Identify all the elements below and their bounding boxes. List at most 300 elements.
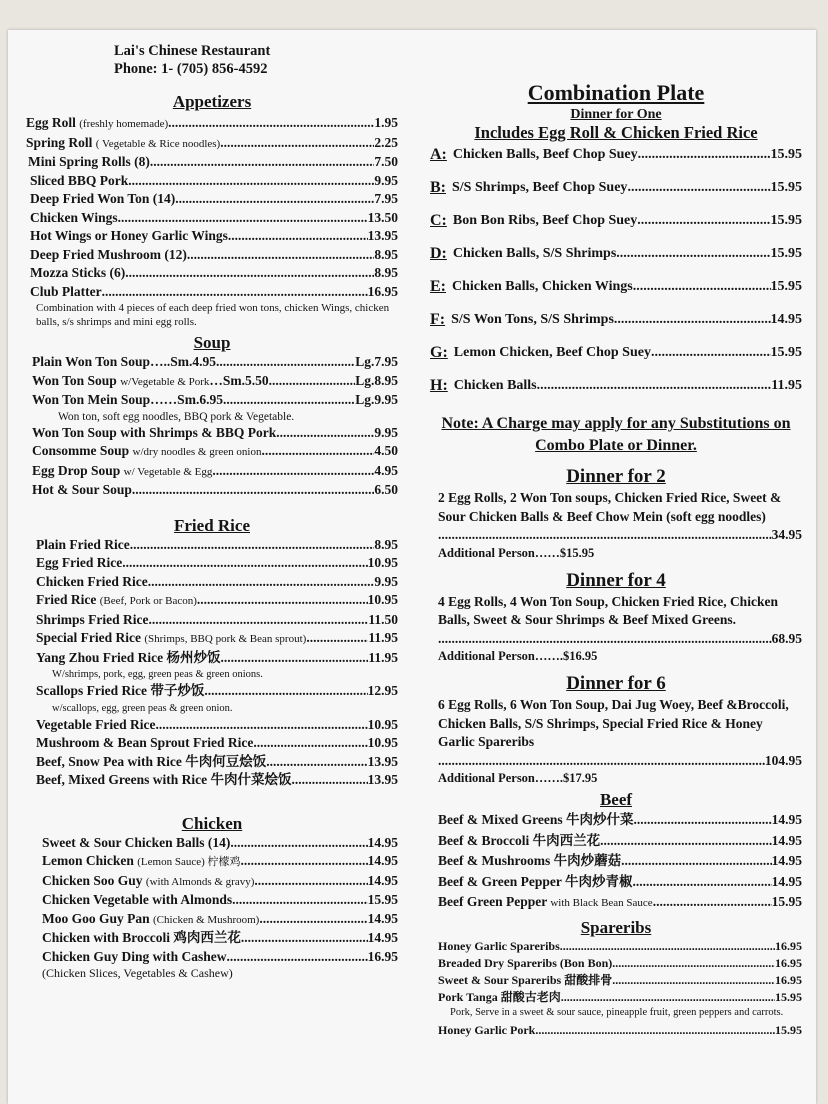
dot-leader (600, 831, 772, 852)
menu-item (438, 872, 802, 893)
dot-leader (633, 810, 771, 831)
combo-letter: G: (430, 344, 448, 361)
dot-leader (638, 146, 771, 164)
menu-item-price: 9.95 (374, 424, 398, 440)
menu-item-name (32, 481, 132, 500)
combo-item (430, 377, 802, 395)
menu-item-price: 15.95 (367, 892, 398, 907)
menu-item (36, 734, 398, 753)
combination-subtitle: Dinner for One (570, 107, 662, 122)
dinner-text: 4 Egg Rolls, 4 Won Ton Soup, Chicken Fried Rice, Chicken Balls, Sweet & Sour Shrimps & Beef Mixed Greens. (438, 593, 778, 627)
dot-leader (118, 209, 368, 228)
menu-item-price: 8.95 (374, 265, 398, 280)
menu-item-note: w/Vegetable & Pork (120, 375, 210, 388)
menu-item-label: Spring Roll (26, 134, 93, 150)
menu-item-name (36, 716, 155, 735)
spareribs-title: Spareribs (580, 917, 652, 937)
sparerib-name: Pork Tanga 甜酸古老肉 (438, 989, 561, 1004)
dot-leader (216, 353, 355, 372)
item-description: W/shrimps, pork, egg, green peas & green onions. (52, 669, 263, 680)
dot-leader (266, 753, 367, 772)
menu-item (30, 209, 398, 228)
combination-includes: Includes Egg Roll & Chicken Fried Rice (474, 123, 758, 142)
menu-item-label: Won Ton Soup (32, 372, 117, 388)
dinner-price: 34.95 (771, 527, 802, 542)
combo-price: 15.95 (770, 180, 802, 195)
menu-item-name (438, 851, 621, 872)
menu-item-label: Special Fried Rice (36, 630, 141, 645)
dinner-title: Dinner for 2 (566, 466, 666, 487)
club-platter-desc: Combination with 4 pieces of each deep fried won tons, chicken Wings, chicken balls, s/s shrimps and mini egg rolls. (36, 302, 390, 328)
menu-item-price: 14.95 (367, 872, 398, 888)
menu-item (26, 114, 398, 134)
combo-price: 15.95 (770, 147, 802, 162)
menu-item-name (36, 554, 122, 573)
menu-item-label: Plain Fried Rice (36, 536, 130, 552)
menu-item-label: Beef, Mixed Greens with Rice 牛肉什菜烩饭 (36, 772, 292, 787)
combo-name: Lemon Chicken, Beef Chop Suey (453, 345, 651, 360)
menu-item-note: ( Vegetable & Rice noodles) (95, 137, 221, 150)
dinner-block (430, 465, 802, 561)
dot-leader (128, 172, 374, 191)
menu-item-price: Lg.8.95 (355, 372, 398, 388)
menu-item-name (36, 629, 306, 649)
dot-leader (633, 278, 771, 296)
dot-leader (175, 190, 374, 209)
menu-item-price: Lg.7.95 (355, 354, 398, 369)
menu-item-label: Yang Zhou Fried Rice 杨州炒饭 (36, 649, 221, 665)
menu-item-label: Plain Won Ton Soup…..Sm.4.95 (32, 354, 216, 369)
combo-price: 11.95 (771, 378, 802, 393)
menu-item-label: Beef, Snow Pea with Rice 牛肉何豆烩饭 (36, 753, 267, 769)
menu-item-label: Chicken with Broccoli 鸡肉西兰花 (42, 930, 241, 945)
dot-leader (535, 1022, 775, 1039)
menu-item-note: (freshly homemade) (79, 118, 169, 130)
dinner-title: Dinner for 4 (566, 569, 666, 591)
dot-leader (204, 682, 367, 701)
dot-leader (254, 872, 367, 892)
dinner-desc (438, 593, 802, 649)
restaurant-name: Lai's Chinese Restaurant (114, 43, 271, 59)
menu-item (30, 283, 398, 302)
combo-letter: B: (430, 179, 446, 196)
item-description: w/scallops, egg, green peas & green onion. (52, 702, 233, 714)
menu-item (42, 929, 398, 948)
menu-item-price: 14.95 (367, 834, 398, 850)
soup-title: Soup (193, 333, 231, 352)
menu-item-name (32, 391, 223, 410)
dinner-desc (438, 489, 802, 545)
dot-leader (438, 526, 772, 545)
dot-leader (223, 391, 355, 410)
menu-item-label: Won Ton Mein Soup……Sm.6.95 (32, 392, 223, 407)
combo-name: Chicken Balls, Chicken Wings (452, 279, 633, 294)
menu-item-name (32, 353, 216, 372)
menu-item-name (30, 246, 187, 265)
menu-item-price: 14.95 (771, 832, 802, 848)
menu-item-label: Scallops Fried Rice 带子炒饭 (36, 683, 205, 698)
menu-item-name (30, 209, 118, 228)
menu-item-name (30, 172, 128, 191)
menu-item-price: 12.95 (367, 683, 398, 698)
menu-item (42, 872, 398, 892)
menu-item-price: 15.95 (771, 894, 802, 909)
combo-price: 14.95 (770, 312, 802, 327)
combo-letter: E: (430, 278, 446, 295)
menu-item-name (36, 771, 291, 790)
menu-item-label: Chicken Guy Ding with Cashew (42, 948, 227, 964)
dot-leader (616, 245, 770, 263)
combo-name: Chicken Balls (453, 378, 537, 393)
menu-item-label: Sliced BBQ Pork (30, 172, 129, 188)
left-column (26, 42, 398, 980)
menu-item-price: Lg.9.95 (355, 392, 398, 407)
dinner-block (430, 672, 802, 786)
menu-item-label: Beef & Green Pepper 牛肉炒青椒 (438, 873, 633, 889)
combo-item (430, 212, 802, 230)
menu-item-name (438, 892, 653, 914)
combo-price: 15.95 (770, 345, 802, 360)
dot-leader (291, 771, 367, 790)
dinner-title: Dinner for 6 (566, 673, 666, 694)
dot-leader (102, 283, 368, 302)
menu-item-price: 13.95 (367, 228, 398, 243)
menu-item (30, 227, 398, 246)
combo-item (430, 278, 802, 296)
menu-item-name (36, 682, 204, 701)
menu-item (42, 834, 398, 853)
menu-item-name (36, 573, 148, 592)
sparerib-price: 16.95 (775, 955, 802, 970)
menu-item (32, 391, 398, 410)
menu-item-note: w/dry noodles & green onion (132, 446, 262, 458)
menu-item-label: Shrimps Fried Rice (36, 611, 149, 627)
dinner-text: 6 Egg Rolls, 6 Won Ton Soup, Dai Jug Woey, Beef &Broccoli, Chicken Balls, S/S Shrimps, Special Fried Rice & Honey Garlic Spareribs (438, 697, 789, 749)
dot-leader (632, 872, 771, 893)
menu-item-note: (Beef, Pork or Bacon) (99, 595, 197, 607)
menu-item-name (36, 753, 266, 772)
menu-item (30, 190, 398, 209)
menu-item (42, 948, 398, 967)
menu-item-price: 8.95 (374, 536, 398, 552)
soup-list (26, 353, 398, 500)
dot-leader (230, 834, 367, 853)
menu-item-name (36, 734, 253, 753)
menu-item-name (36, 536, 130, 555)
menu-item-name (42, 872, 254, 892)
menu-item (438, 810, 802, 831)
menu-item-price: 1.95 (374, 115, 398, 130)
menu-item (36, 716, 398, 735)
dot-leader (276, 424, 374, 443)
menu-item-price: 4.95 (374, 462, 398, 478)
menu-item-label: Chicken Fried Rice (36, 573, 148, 589)
menu-item-price: 14.95 (367, 910, 398, 926)
combo-item (430, 311, 802, 329)
menu-item-price: 13.50 (367, 209, 398, 225)
dot-leader (306, 629, 368, 649)
fried-rice-list (26, 536, 398, 790)
menu-item-price: 14.95 (771, 873, 802, 889)
combo-letter: A: (430, 146, 447, 163)
menu-item-price: 10.95 (367, 735, 398, 750)
combo-letter: F: (430, 311, 446, 328)
menu-item-price: 14.95 (367, 853, 398, 868)
menu-item-name (32, 442, 261, 462)
menu-item-label: Deep Fried Won Ton (14) (30, 191, 176, 206)
menu-item-name (30, 227, 228, 246)
menu-item-name (32, 372, 269, 392)
menu-item-label: Lemon Chicken (42, 853, 134, 868)
menu-item (36, 591, 398, 611)
chicken-title: Chicken (181, 813, 243, 833)
dinner-price-row (438, 526, 802, 545)
menu-item-note: w/ Vegetable & Egg (123, 465, 213, 478)
appetizers-title: Appetizers (172, 92, 252, 111)
combo-price: 15.95 (770, 279, 802, 294)
sparerib-item (438, 989, 802, 1006)
menu-item-name (42, 910, 259, 930)
menu-item-label: Egg Drop Soup (32, 462, 121, 478)
menu-item-name (438, 831, 600, 852)
menu-item-price: 16.95 (367, 283, 398, 299)
menu-item-label: Moo Goo Guy Pan (42, 910, 150, 926)
menu-item-name (42, 891, 232, 910)
dot-leader (561, 989, 775, 1006)
chicken-guy-ding-desc: (Chicken Slices, Vegetables & Cashew) (42, 966, 233, 980)
menu-item-price: 7.95 (374, 191, 398, 206)
menu-item (32, 442, 398, 462)
dot-leader (614, 311, 771, 329)
menu-item-label: Sweet & Sour Chicken Balls (14) (42, 834, 231, 850)
menu-item (32, 462, 398, 482)
menu-item-label: Beef & Mushrooms 牛肉炒蘑菇 (438, 853, 622, 868)
menu-item-label: Beef & Broccoli 牛肉西兰花 (438, 832, 601, 848)
dinner-price-row (438, 630, 802, 649)
menu-item-note: (Shrimps, BBQ pork & Bean sprout) (144, 633, 307, 645)
menu-item-label: Fried Rice (36, 592, 97, 607)
combo-item (430, 146, 802, 164)
restaurant-phone: Phone: 1- (705) 856-4592 (114, 61, 268, 77)
menu-item-name (438, 810, 633, 831)
menu-item-name (30, 190, 175, 209)
menu-item (32, 481, 398, 500)
combo-letter: H: (430, 377, 448, 394)
menu-item-price: 14.95 (771, 812, 802, 827)
menu-item-name (32, 462, 212, 482)
menu-item-price: 9.95 (374, 573, 398, 589)
substitution-note: Note: A Charge may apply for any Substitutions on Combo Plate or Dinner. (441, 415, 791, 454)
combo-list (430, 146, 802, 395)
combo-price: 15.95 (770, 213, 802, 228)
menu-item-name (36, 649, 221, 668)
dinner-price: 68.95 (771, 630, 802, 646)
additional-person: Additional Person…….$17.95 (438, 771, 598, 785)
menu-item-price: 7.50 (374, 154, 398, 169)
menu-item-note: with Black Bean Sauce (550, 897, 653, 909)
menu-item-price: 16.95 (367, 948, 398, 964)
menu-item-price: 10.95 (367, 716, 398, 732)
menu-item (36, 536, 398, 555)
item-description: Pork, Serve in a sweet & sour sauce, pineapple fruit, green peppers and carrots. (450, 1006, 784, 1018)
menu-item-price: 2.25 (374, 134, 398, 150)
dinner-text: 2 Egg Rolls, 2 Won Ton soups, Chicken Fried Rice, Sweet & Sour Chicken Balls & Beef Chow Mein (soft egg noodles) (438, 490, 782, 524)
sparerib-price: 16.95 (775, 972, 802, 987)
menu-item-note: (Chicken & Mushroom) (153, 913, 260, 926)
dot-leader (148, 573, 375, 592)
menu-item (42, 891, 398, 910)
combo-letter: C: (430, 212, 447, 229)
menu-item-label: Beef Green Pepper (438, 894, 547, 909)
menu-item (36, 753, 398, 772)
dot-leader (438, 630, 772, 649)
menu-item (42, 852, 398, 872)
menu-item (26, 134, 398, 154)
menu-item-label: Mozza Sticks (6) (30, 265, 126, 280)
dot-leader (253, 734, 367, 753)
menu-item-name (26, 134, 220, 154)
dot-leader (612, 972, 775, 989)
sparerib-item (438, 972, 802, 989)
menu-item-label: Egg Roll (26, 115, 76, 130)
combo-name: Chicken Balls, Beef Chop Suey (452, 147, 638, 162)
combo-item (430, 344, 802, 362)
menu-item (438, 831, 802, 852)
dot-leader (621, 851, 772, 872)
dot-leader (653, 892, 772, 914)
menu-item (32, 353, 398, 372)
sparerib-name: Sweet & Sour Spareribs 甜酸排骨 (438, 972, 613, 987)
dot-leader (212, 462, 374, 482)
dot-leader (241, 852, 368, 872)
menu-item (32, 424, 398, 443)
menu-item-label: Deep Fried Mushroom (12) (30, 246, 187, 262)
menu-item-label: Won Ton Soup with Shrimps & BBQ Pork (32, 424, 277, 440)
dot-leader (221, 649, 369, 668)
appetizers-list (26, 114, 398, 301)
menu-item (36, 573, 398, 592)
dot-leader (560, 938, 775, 955)
menu-item-name (42, 852, 241, 872)
menu-item (30, 264, 398, 283)
menu-item-price: 10.95 (367, 592, 398, 607)
menu-item-price: 10.95 (367, 555, 398, 570)
menu-item-name (438, 872, 632, 893)
menu-item-price: 13.95 (367, 753, 398, 769)
dot-leader (259, 910, 367, 930)
dot-leader (228, 227, 368, 246)
sparerib-name: Breaded Dry Spareribs (Bon Bon) (438, 955, 613, 970)
dinner-block (430, 569, 802, 665)
dinners-list (430, 465, 802, 786)
menu-item-price: 6.50 (374, 482, 398, 497)
dot-leader (537, 377, 772, 395)
menu-item (30, 172, 398, 191)
sparerib-price: 15.95 (775, 1022, 802, 1037)
dot-leader (132, 481, 374, 500)
right-column (430, 80, 802, 1039)
sparerib-price: 16.95 (775, 938, 802, 953)
menu-item-name (32, 424, 276, 443)
menu-item-label: Beef & Mixed Greens 牛肉炒什菜 (438, 812, 634, 827)
sparerib-price: 15.95 (775, 989, 802, 1004)
dinner-price-row (438, 752, 802, 771)
menu-item-price: 11.50 (368, 611, 398, 627)
menu-item-price: 9.95 (374, 172, 398, 188)
combo-name: Chicken Balls, S/S Shrimps (452, 246, 617, 261)
menu-item (36, 629, 398, 649)
menu-item-price: 14.95 (771, 853, 802, 868)
combo-name: Bon Bon Ribs, Beef Chop Suey (452, 213, 638, 228)
combination-title: Combination Plate (527, 80, 705, 105)
dot-leader (125, 264, 374, 283)
beef-list (438, 810, 802, 914)
dot-leader (651, 344, 771, 362)
menu-item (36, 682, 398, 701)
dot-leader (197, 591, 368, 611)
menu-item-label: Mini Spring Rolls (8) (28, 154, 150, 169)
menu-item-label: Vegetable Fried Rice (36, 716, 156, 732)
menu-item-name (36, 591, 197, 611)
dot-leader (261, 442, 374, 462)
dot-leader (627, 179, 770, 197)
menu-item-price: 13.95 (367, 772, 398, 787)
sparerib-item (438, 938, 802, 955)
additional-person: Additional Person…….$16.95 (438, 649, 598, 663)
chicken-list (26, 834, 398, 967)
sparerib-item (438, 1022, 802, 1039)
menu-item (42, 910, 398, 930)
dot-leader (269, 372, 356, 392)
menu-item (36, 649, 398, 668)
additional-person: Additional Person……$15.95 (438, 545, 595, 560)
dot-leader (227, 948, 368, 967)
fried-rice-title: Fried Rice (174, 515, 250, 535)
menu-item-name (42, 929, 241, 948)
menu-item (36, 554, 398, 573)
spareribs-list (430, 938, 802, 1039)
menu-item-note: (with Almonds & gravy) (145, 875, 255, 888)
menu-item (30, 246, 398, 265)
dot-leader (155, 716, 367, 735)
menu-item-name (30, 283, 102, 302)
menu-item-name (42, 948, 227, 967)
menu-item-price: 11.95 (368, 630, 398, 645)
menu-item-price: 8.95 (374, 246, 398, 262)
combo-price: 15.95 (770, 246, 802, 261)
menu-item-name (30, 264, 125, 283)
combo-item (430, 245, 802, 263)
combo-item (430, 179, 802, 197)
sparerib-name: Honey Garlic Spareribs (438, 938, 560, 953)
dinner-price: 104.95 (764, 752, 802, 768)
menu-item-label: Egg Fried Rice (36, 555, 123, 570)
menu-item-small-price: …Sm.5.50 (209, 372, 269, 388)
menu-item-label: Chicken Vegetable with Almonds (42, 892, 233, 907)
menu-item-name (28, 153, 150, 172)
menu-item-label: Consomme Soup (32, 443, 130, 458)
dot-leader (187, 246, 375, 265)
dot-leader (149, 611, 369, 630)
menu-item (438, 851, 802, 872)
dot-leader (241, 929, 368, 948)
dot-leader (168, 114, 374, 134)
menu-item-name (26, 114, 168, 134)
combo-name: S/S Won Tons, S/S Shrimps (451, 312, 614, 327)
dot-leader (232, 891, 367, 910)
menu-item-price: 11.95 (368, 649, 398, 665)
menu-item (36, 611, 398, 630)
